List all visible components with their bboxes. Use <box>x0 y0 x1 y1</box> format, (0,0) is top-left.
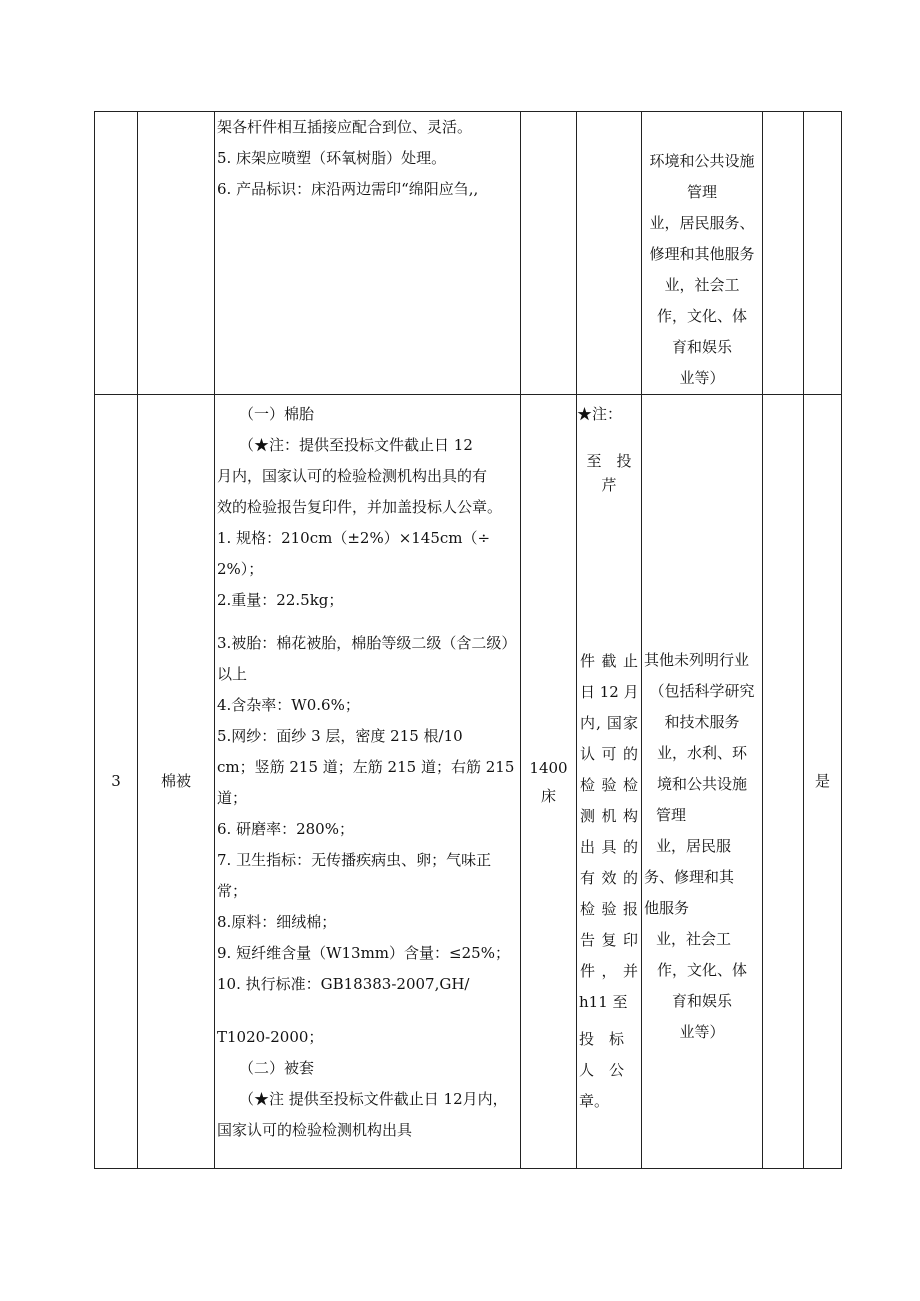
cell-requirements <box>215 112 521 395</box>
industry-line: 修理和其他服务 <box>649 245 755 263</box>
note-line: 件 截 止 <box>580 652 638 670</box>
req-line: 月内，国家认可的检验检测机构出具的有 <box>217 467 488 485</box>
req-line: 以上 <box>217 665 248 683</box>
req-line: 常； <box>217 882 248 900</box>
req-line: T1020-2000； <box>217 1028 324 1046</box>
req-line: 6. 研磨率：280%； <box>217 820 354 838</box>
req-line: 5.网纱：面纱 3 层，密度 215 根/10 <box>217 727 463 745</box>
note-line: 内, 国家 <box>580 714 638 732</box>
industry-line: 和技术服务 <box>664 713 740 731</box>
cell-number: 3 <box>95 395 138 1169</box>
note-line: 认 可 的 <box>580 745 638 763</box>
note-line: 有 效 的 <box>580 869 638 887</box>
industry-line: 业，水利、环 <box>656 744 747 762</box>
table-row-continued <box>95 112 842 395</box>
cell-extra-a <box>763 395 804 1169</box>
cell-requirements <box>215 395 521 1169</box>
req-line: 5. 床架应喷塑（环氧树脂）处理。 <box>217 149 447 167</box>
note-line: 告 复 印 <box>580 931 638 949</box>
note-line: 章。 <box>579 1092 610 1110</box>
note-line: h11 至 <box>579 993 628 1011</box>
cell-extra-b <box>804 112 842 395</box>
req-line: （一）棉胎 <box>239 405 315 423</box>
req-line: 4.含杂率：W0.6%； <box>217 696 360 714</box>
req-line: 国家认可的检验检测机构出具 <box>217 1121 413 1139</box>
req-line: 3.被胎：棉花被胎，棉胎等级二级（含二级） <box>217 634 517 652</box>
industry-line: 业，社会工 <box>656 930 732 948</box>
req-line: 道； <box>217 789 248 807</box>
note-line: 检 验 检 <box>580 776 638 794</box>
cell-flag: 是 <box>804 395 842 1169</box>
industry-line: 管理 <box>686 183 717 201</box>
note-line: ★注： <box>577 405 623 423</box>
industry-line: 作，文化、体 <box>656 307 747 325</box>
cell-quantity <box>521 112 577 395</box>
note-line: 投 标 <box>579 1030 625 1048</box>
industry-line: 业等） <box>679 1023 725 1041</box>
cell-extra-a <box>763 112 804 395</box>
industry-line: 育和娱乐 <box>671 338 732 356</box>
req-line: 架各杆件相互插接应配合到位、灵活。 <box>217 118 473 136</box>
req-line: 6. 产品标识：床沿两边需印“绵阳应刍,, <box>217 180 479 198</box>
req-line: （★注：提供至投标文件截止日 12 <box>239 436 473 454</box>
req-line: 效的检验报告复印件，并加盖投标人公章。 <box>217 498 503 516</box>
cell-note <box>577 112 642 395</box>
req-line: （★注 提供至投标文件截止日 12月内， <box>239 1090 508 1108</box>
note-line: 至 投 <box>586 452 632 470</box>
cell-industry <box>642 395 763 1169</box>
note-line: 检 验 报 <box>580 900 638 918</box>
quantity-unit: 床 <box>540 786 556 805</box>
industry-line: 其他未列明行业 <box>644 651 750 669</box>
note-line: 芹 <box>601 476 617 494</box>
industry-line: 管理 <box>656 806 687 824</box>
cell-industry <box>642 112 763 395</box>
spec-table <box>94 111 842 1169</box>
cell-note <box>577 395 642 1169</box>
industry-line: 作，文化、体 <box>656 961 747 979</box>
industry-line: 务、修理和其 <box>644 868 735 886</box>
req-line: 2%）； <box>217 560 264 578</box>
industry-line: 业，社会工 <box>664 276 740 294</box>
note-line: 出 具 的 <box>580 838 638 856</box>
note-line: 人 公 <box>579 1061 625 1079</box>
req-line: 9. 短纤维含量（W13mm）含量：≤25%； <box>217 944 510 962</box>
table-row-3 <box>95 395 842 1169</box>
req-line: 7. 卫生指标：无传播疾病虫、卵；气味正 <box>217 851 492 869</box>
note-line: 件 ， 并 <box>580 962 638 980</box>
industry-line: 他服务 <box>644 899 690 917</box>
req-line: 1. 规格：210cm（±2%）×145cm（÷ <box>217 529 491 547</box>
req-line: 2.重量：22.5kg； <box>217 591 344 609</box>
industry-line: 境和公共设施 <box>656 775 747 793</box>
req-line: 10. 执行标准：GB18383-2007,GH/ <box>217 975 470 993</box>
industry-line: 育和娱乐 <box>671 992 732 1010</box>
industry-line: 业，居民服务、 <box>649 214 755 232</box>
quantity-number: 1400 <box>529 758 568 777</box>
cell-quantity <box>521 395 577 1169</box>
industry-line: 业等） <box>679 369 725 387</box>
cell-name <box>138 112 215 395</box>
note-line: 测 机 构 <box>580 807 638 825</box>
cell-number <box>95 112 138 395</box>
req-line: 8.原料：细绒棉； <box>217 913 337 931</box>
cell-name: 棉被 <box>138 395 215 1169</box>
industry-line: 环境和公共设施 <box>649 152 755 170</box>
industry-line: 业，居民服 <box>656 837 732 855</box>
industry-line: （包括科学研究 <box>649 682 755 700</box>
req-line: cm；竖筋 215 道；左筋 215 道；右筋 215 <box>217 758 515 776</box>
req-line: （二）被套 <box>239 1059 315 1077</box>
note-line: 日 12 月 <box>580 683 639 701</box>
